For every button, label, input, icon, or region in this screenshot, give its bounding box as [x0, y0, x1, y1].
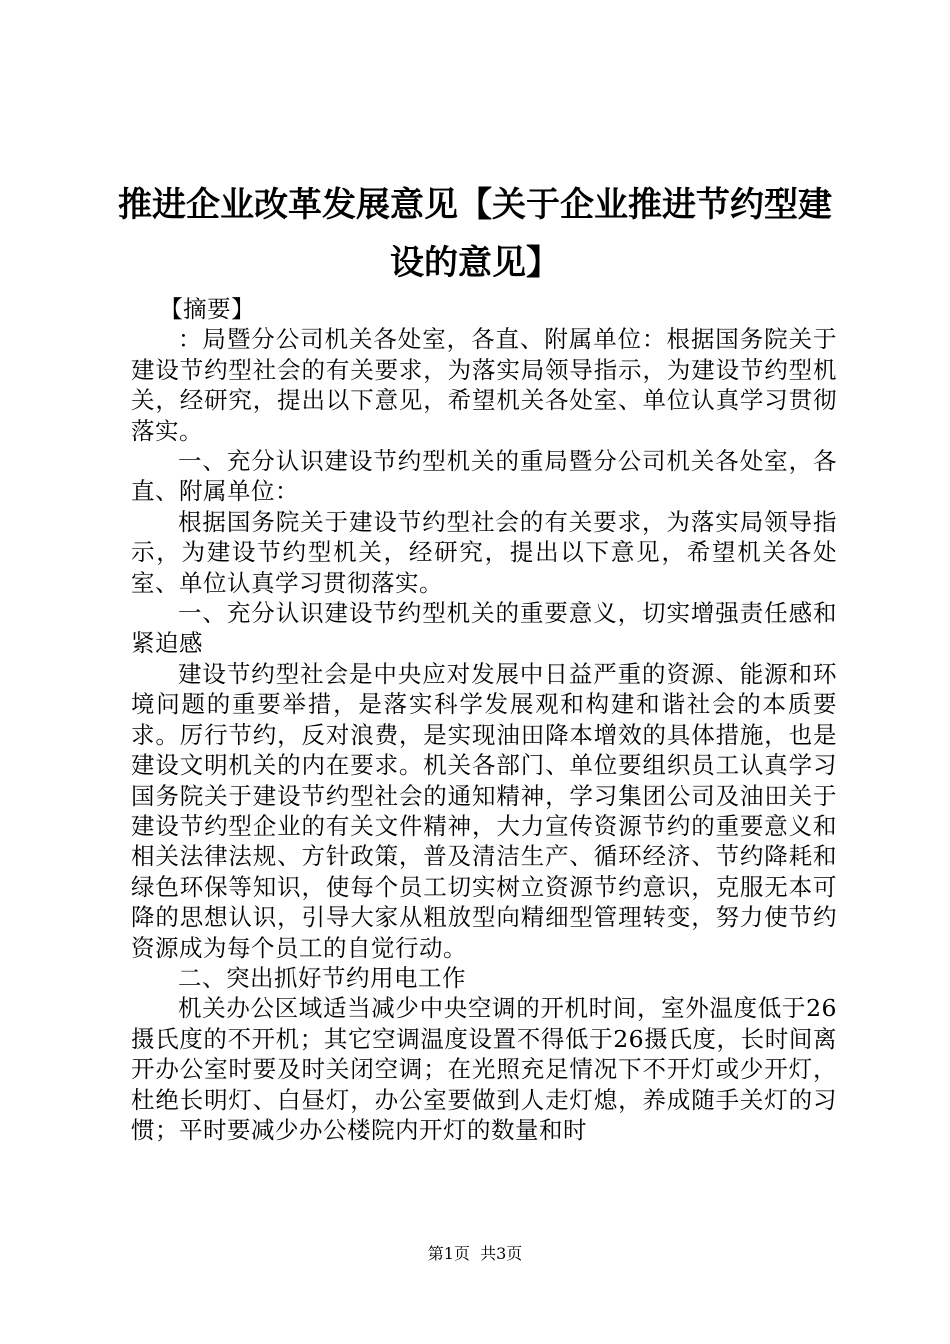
document-title: 推进企业改革发展意见【关于企业推进节约型建设的意见】	[118, 185, 832, 283]
page-total: 共3页	[480, 1244, 523, 1263]
paragraph: 根据国务院关于建设节约型社会的有关要求，为落实局领导指示，为建设节约型机关，经研究，提出以下意见，希望机关各处室、单位认真学习贯彻落实。	[131, 507, 837, 597]
section-heading: 一、充分认识建设节约型机关的重要意义，切实增强责任感和紧迫感	[131, 599, 837, 658]
paragraph: 建设节约型社会是中央应对发展中日益严重的资源、能源和环境问题的重要举措，是落实科学发展观和构建和谐社会的本质要求。厉行节约，反对浪费，是实现油田降本增效的具体措施，也是建设文明机关的内在要求。机关各部门、单位要组织员工认真学习国务院关于建设节约型社会的通知精神，学习集团公司及油田关于建设节约型企业的有关文件精神，大力宣传资源节约的重要意义和相关法律法规、方针政策，普及清洁生产、循环经济、节约降耗和绿色环保等知识，使每个员工切实树立资源节约意识，克服无本可降的思想认识，引导大家从粗放型向精细型管理转变，努力使节约资源成为每个员工的自觉行动。	[131, 659, 837, 962]
page-number: 第1页	[427, 1244, 470, 1263]
paragraph: 机关办公区域适当减少中央空调的开机时间，室外温度低于26摄氏度的不开机；其它空调温度设置不得低于26摄氏度，长时间离开办公室时要及时关闭空调；在光照充足情况下不开灯或少开灯，杜绝长明灯、白昼灯，办公室要做到人走灯熄，养成随手关灯的习惯；平时要减少办公楼院内开灯的数量和时	[131, 994, 837, 1144]
paragraph: ：局暨分公司机关各处室，各直、附属单位：根据国务院关于建设节约型社会的有关要求，为落实局领导指示，为建设节约型机关，经研究，提出以下意见，希望机关各处室、单位认真学习贯彻落实。	[131, 325, 837, 445]
abstract-heading: 【摘要】	[159, 295, 256, 323]
page-footer	[0, 1244, 950, 1264]
section-heading: 二、突出抓好节约用电工作	[178, 963, 466, 992]
document-body	[131, 294, 837, 1145]
paragraph: 一、充分认识建设节约型机关的重局暨分公司机关各处室，各直、附属单位：	[131, 447, 837, 506]
